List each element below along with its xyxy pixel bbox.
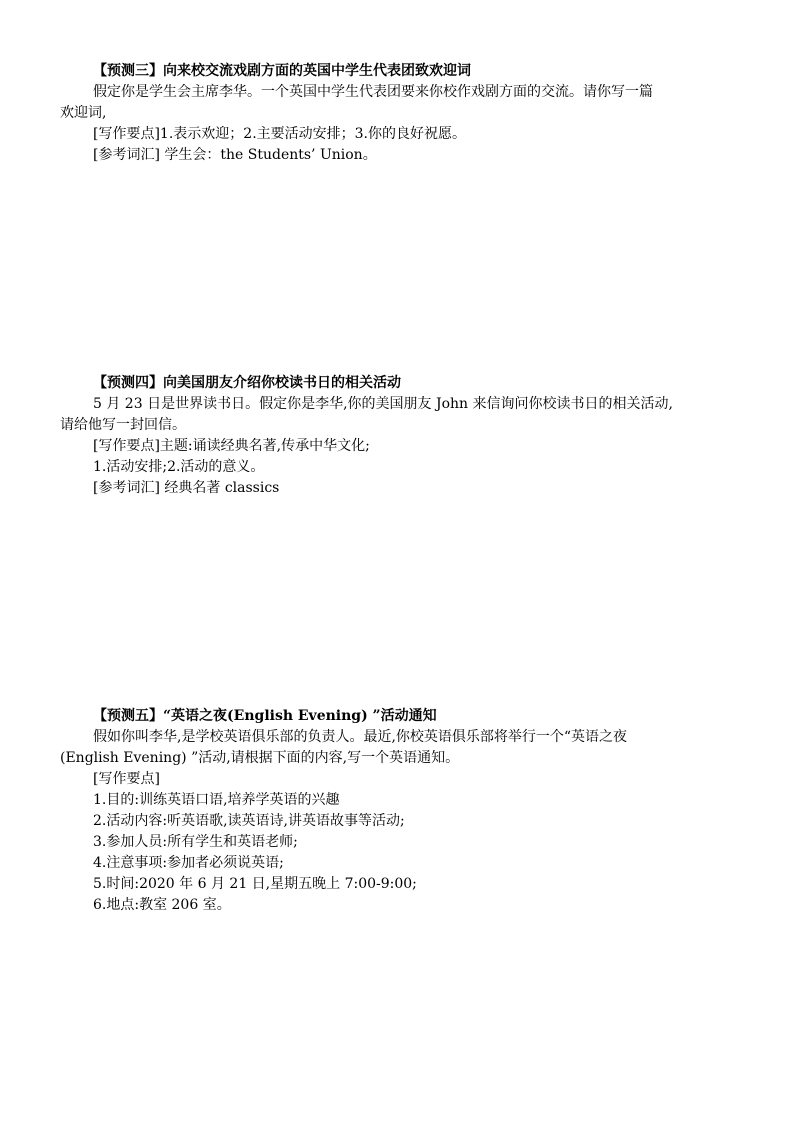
section3-body-line2: 欢迎词, [60,105,107,121]
section4-writing-points-line2: 1.活动安排;2.活动的意义。 [93,459,265,475]
section5-item-time: 5.时间:2020 年 6 月 21 日,星期五晚上 7:00-9:00; [93,876,417,892]
section4-reference-vocab: [参考词汇] 经典名著 classics [93,480,280,496]
section5-title: 【预测五】“英语之夜(English Evening) ”活动通知 [93,708,437,724]
section4-title: 【预测四】向美国朋友介绍你校读书日的相关活动 [93,375,401,391]
section5-item-participants: 3.参加人员:所有学生和英语老师; [93,834,298,850]
section5-item-location: 6.地点:教室 206 室。 [93,897,231,913]
section4-body-line1: 5 月 23 日是世界读书日。假定你是李华,你的美国朋友 John 来信询问你校读书日的相关活动, [93,396,673,412]
section3-body-line1: 假定你是学生会主席李华。一个英国中学生代表团要来你校作戏剧方面的交流。请你写一篇 [93,84,653,100]
section4-writing-points-line1: [写作要点]主题:诵读经典名著,传承中华文化; [93,438,370,454]
section5-body-line2: (English Evening) ”活动,请根据下面的内容,写一个英语通知。 [60,750,460,766]
section5-writing-points-header: [写作要点] [93,771,160,787]
section3-reference-vocab: [参考词汇] 学生会：the Students’ Union。 [93,147,377,163]
section4-body-line2: 请给他写一封回信。 [60,417,186,433]
section5-item-purpose: 1.目的:训练英语口语,培养学英语的兴趣 [93,792,340,808]
section5-item-activities: 2.活动内容:听英语歌,读英语诗,讲英语故事等活动; [93,813,405,829]
section3-title: 【预测三】向来校交流戏剧方面的英国中学生代表团致欢迎词 [93,63,471,79]
section5-item-notes: 4.注意事项:参加者必须说英语; [93,855,284,871]
section5-body-line1: 假如你叫李华,是学校英语俱乐部的负责人。最近,你校英语俱乐部将举行一个“英语之夜 [93,729,628,745]
section3-writing-points: [写作要点]1.表示欢迎；2.主要活动安排；3.你的良好祝愿。 [93,126,466,142]
